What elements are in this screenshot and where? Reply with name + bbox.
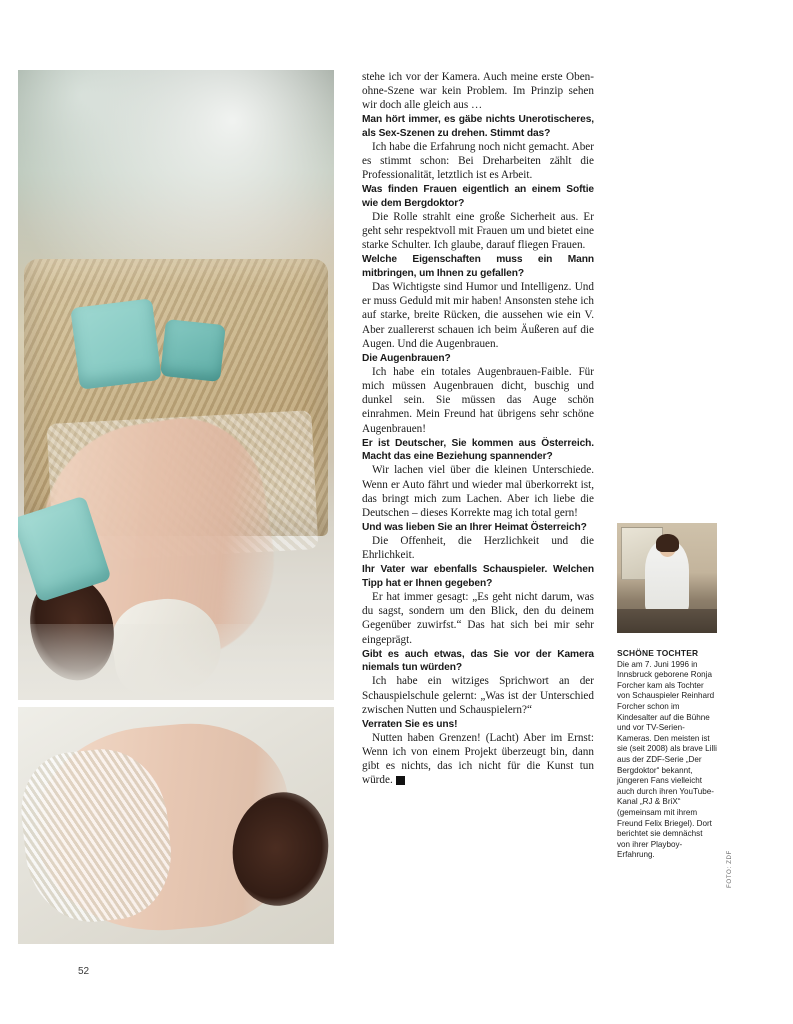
sidebar-caption-headline: SCHÖNE TOCHTER — [617, 648, 699, 658]
interview-question: Die Augenbrauen? — [362, 352, 451, 364]
interview-answer: Ich habe die Erfahrung noch nicht gemacht. Aber es stimmt schon: Bei Dreharbeiten zählt die Professionalität, letztlich ist es Arbeit. — [362, 141, 594, 182]
sidebar-caption-body: Die am 7. Juni 1996 in Innsbruck geborene Ronja Forcher kam als Tochter von Schauspieler Reinhard Forcher schon im Kindesalter auf die Bühne und vor TV-Serien-Kameras. Den meisten ist sie (seit 2008) als brave Lilli aus der ZDF-Serie „Der Bergdoktor“ bekannt, jüngeren Fans vielleicht auch durch ihren YouTube-Kanal „RJ & BriX“ (gemeinsam mit ihrem Freund Felix Briegel). Dort berichtet sie demnächst von ihrer Playboy-Erfahrung. — [617, 659, 717, 860]
photo-main-garden-couch — [18, 70, 334, 700]
photo-pillow-left — [70, 298, 162, 389]
photo-credit: FOTO: ZDF — [726, 850, 733, 888]
interview-answer: Die Offenheit, die Herzlichkeit und die Ehrlichkeit. — [362, 535, 594, 562]
interview-answer: Ich habe ein totales Augenbrauen-Faible. Für mich müssen Augenbrauen dicht, buschig und dunkel sein. Sie müssen das Auge schön einrahmen. Mein Freund hat übrigens sehr schöne Augenbrauen! — [362, 366, 594, 435]
interview-question: Verraten Sie es uns! — [362, 718, 458, 730]
interview-answer: Er hat immer gesagt: „Es geht nicht darum, was du sagst, sondern um den Blick, den du deinem Gegenüber zuwirfst.“ Das hat sich bei mir sehr eingeprägt. — [362, 591, 594, 646]
interview-question: Man hört immer, es gäbe nichts Unerotischeres, als Sex-Szenen zu drehen. Stimmt das? — [362, 114, 594, 139]
interview-answer: Die Rolle strahlt eine große Sicherheit aus. Er geht sehr respektvoll mit Frauen um und bietet eine starke Schulter. Ich glaube, darauf fliegen Frauen. — [362, 211, 594, 252]
photo-secondary-model — [18, 707, 334, 944]
interview-answer: stehe ich vor der Kamera. Auch meine erste Oben-ohne-Szene war kein Problem. Im Prinzip sehen wir doch alle gleich aus … — [362, 71, 594, 112]
page-number: 52 — [78, 966, 90, 977]
interview-question: Gibt es auch etwas, das Sie vor der Kamera niemals tun würden? — [362, 648, 594, 673]
interview-answer: Wir lachen viel über die kleinen Unterschiede. Wenn er Auto fährt und wieder mal überkorrekt ist, das bringt mich zum Lachen. Aber ich liebe die Deutschen – dieses Korrekte mag ich total gern! — [362, 464, 594, 519]
end-of-article-mark: ■ — [396, 776, 405, 785]
interview-answer: Nutten haben Grenzen! (Lacht) Aber im Ernst: Wenn ich von einem Projekt überzeugt bin, dann gibt es nichts, das ich nicht für die Kunst tun würde. ■ — [362, 732, 594, 787]
interview-answer: Ich habe ein witziges Sprichwort an der Schauspielschule gelernt: „Was ist der Unterschied zwischen Nutten und Schauspielern?“ — [362, 675, 594, 716]
interview-question: Und was lieben Sie an Ihrer Heimat Österreich? — [362, 521, 587, 533]
interview-answer: Das Wichtigste sind Humor und Intelligenz. Und er muss Geduld mit mir haben! Ansonsten stehe ich auf starke, breite Rücken, die aussehen wie ein V. Aber zuallererst schauen ich beim Äußeren auf die Augen. Und die Augenbrauen. — [362, 281, 594, 350]
sidebar-photo-portrait — [617, 523, 717, 633]
interview-question: Welche Eigenschaften muss ein Mann mitbringen, um Ihnen zu gefallen? — [362, 254, 594, 279]
interview-question: Ihr Vater war ebenfalls Schauspieler. Welchen Tipp hat er Ihnen gegeben? — [362, 564, 594, 589]
sidebar-photo-hair — [656, 534, 679, 552]
photo-ground — [18, 624, 334, 700]
article-text-column — [362, 70, 594, 787]
sidebar-photo-desk — [617, 609, 717, 633]
photo-pillow-right — [161, 319, 227, 382]
sidebar-caption — [617, 648, 717, 861]
interview-question: Er ist Deutscher, Sie kommen aus Österreich. Macht das eine Beziehung spannender? — [362, 437, 594, 463]
interview-question: Was finden Frauen eigentlich an einem Softie wie dem Bergdoktor? — [362, 184, 594, 209]
